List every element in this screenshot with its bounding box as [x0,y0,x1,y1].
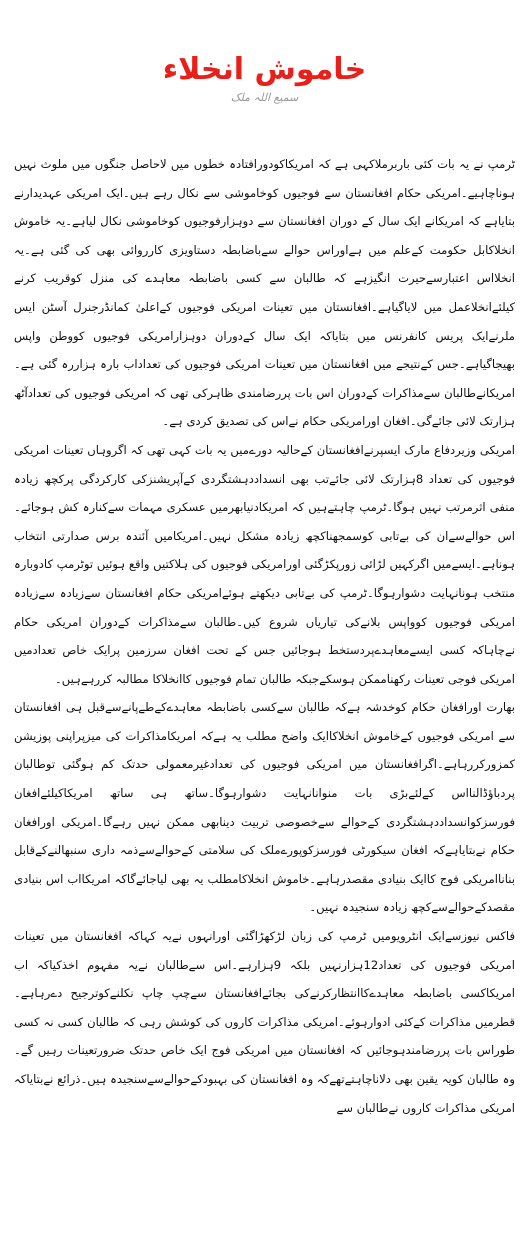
article-paragraph: امریکی وزیردفاع مارک ایسپرنےافغانستان کےحالیہ دورےمیں یہ بات کہی تھی کہ اگروہاں تعینات امریکی فوجیوں کی تعداد 8ہزارتک لائی جائےتب بھی انسداددہشتگردی کےآپریشنزکی کارکردگی پرکچھ زیادہ منفی اثرمرتب نہیں ہوگا۔ٹرمپ چاہتےہیں کہ امریکادنیابھرمیں عسکری مہمات سےکنارہ کش ہوجائے۔اس حوالےسےان کی بےتابی کوسمجھناکچھ زیادہ مشکل نہیں۔امریکامیں آئندہ برس صدارتی انتخاب ہوناہے۔ایسےمیں اگرکہیں لڑائی زورپکڑگئی اورامریکی فوجیوں کی ہلاکتیں واقع ہوئیں توٹرمپ کادوبارہ منتخب ہونانہایت دشوارہوگا۔ٹرمپ کی بےتابی دیکھتے ہوئےامریکی حکام افغانستان سےزیادہ سےزیادہ امریکی فوجیوں کوواپس بلانےکی تیاریاں شروع کیں۔طالبان سےمذاکرات کےدوران امریکی حکام نےچاہاکہ کسی ایسےمعاہدےپردستخط ہوجائیں جس کے تحت افغان سرزمین پرایک خاص تعدادمیں امریکی فوجی تعینات رکھناممکن ہوسکےجبکہ طالبان تمام فوجیوں کاانخلاکا مطالبہ کررہےہیں۔ [14,442,515,686]
article-paragraph: فاکس نیوزسےایک انٹرویومیں ٹرمپ کی زبان لڑکھڑاگئی اورانہوں نےیہ کہاکہ افغانستان میں تعینات امریکی فوجیوں کی تعداد12ہزارنہیں بلکہ 9ہزارہے۔اس سےطالبان نےیہ مفہوم اخذکیاکہ اب امریکاکسی باضابطہ معاہدےکاانتظارکرنےکی بجائےافغانستان سےچپ چاپ نکلنےکوترجیح دےرہاہے۔قطرمیں مذاکرات کےکئی ادوارہوئے۔امریکی مذاکرات کاروں کی کوشش رہی کہ طالبان کسی نہ کسی طوراس بات پررضامندہوجائیں کہ افغانستان میں امریکی فوج ایک خاص حدتک ضرورتعینات رہیں گے۔وہ طالبان کویہ یقین بھی دلاناچاہتےتھےکہ وہ افغانستان کی بہبودکےحوالےسےسنجیدہ ہیں۔ذرائع نےبتایاکہ امریکی مذاکرات کاروں نےطالبان سے [14,929,515,1115]
article-body [14,150,515,1122]
article-byline: سمیع اللہ ملک [230,91,299,104]
article-paragraph: ٹرمپ نے یہ بات کئی باربرملاکہی ہے کہ امریکاکودورافتادہ خطوں میں لاحاصل جنگوں میں ملوث نہیں ہوناچاہیے۔امریکی حکام افغانستان سے فوجیوں کوخاموشی سے نکال رہے ہیں۔ایک امریکی عہدیدارنے بتایاہے کہ امریکانے ایک سال کے دوران افغانستان سے دوہزارفوجیوں کوخاموشی نکال لیاہے۔یہ خاموش انخلاکابل حکومت کےعلم میں ہےاوراس حوالے سےباضابطہ دستاویزی کارروائی بھی کی گئی ہے۔یہ انخلااس اعتبارسےحیرت انگیزہے کہ طالبان سے کسی باضابطہ معاہدے کی منزل کوقریب کرنے کیلئےانخلاعمل میں لایاگیاہے۔افغانستان میں تعینات امریکی فوجیوں کےاعلیٰ کمانڈرجنرل آسٹن ایس ملرنےایک پریس کانفرنس میں بتایاکہ ایک سال کےدوران دوہزارامریکی فوجیوں کووطن واپس بھیجاگیاہے۔جس کےنتیجے میں افغانستان میں تعینات امریکی فوجیوں کی تعداداب بارہ ہزاررہ گئی ہے۔امریکانےطالبان سےمذاکرات کےدوران اس بات پررضامندی ظاہرکی تھی کہ امریکی فوجیوں کی تعدادآٹھ ہزارتک لائی جائےگی۔افغان اورامریکی حکام نےاس کی تصدیق کردی ہے۔ [14,157,515,429]
article-paragraph: بھارت اورافغان حکام کوخدشہ ہےکہ طالبان سےکسی باضابطہ معاہدےکےطےپانےسےقبل ہی افغانستان سے امریکی فوجیوں کےخاموش انخلاکاایک واضح مطلب یہ ہےکہ امریکامذاکرات کی میزپراپنی پوزیشن کمزورکررہاہے۔اگرافغانستان میں امریکی فوجیوں کی تعدادغیرمعمولی حدتک کم ہوگئی توطالبان پردباؤڈالنااس کےلئےبڑی بات منوانانہایت دشوارہوگا۔ساتھ ہی ساتھ امریکاکیلئےافغان فورسزکوانسداددہشتگردی کےحوالے سےخصوصی تربیت دینابھی ممکن نہیں رہےگا۔امریکی اورافغان حکام نےبتایاہےکہ افغان سیکورٹی فورسزکوپورےملک کی سلامتی کےحوالےسےذمہ داری سنبھالنےکےقابل بناناامریکی فوج کاایک بنیادی مقصدرہاہے۔خاموش انخلاکامطلب یہ بھی لیاجائےگاکہ امریکااب اس بنیادی مقصدکےحوالےسےکچھ زیادہ سنجیدہ نہیں۔ [14,700,515,915]
article-title: خاموش انخلاء [162,52,367,88]
